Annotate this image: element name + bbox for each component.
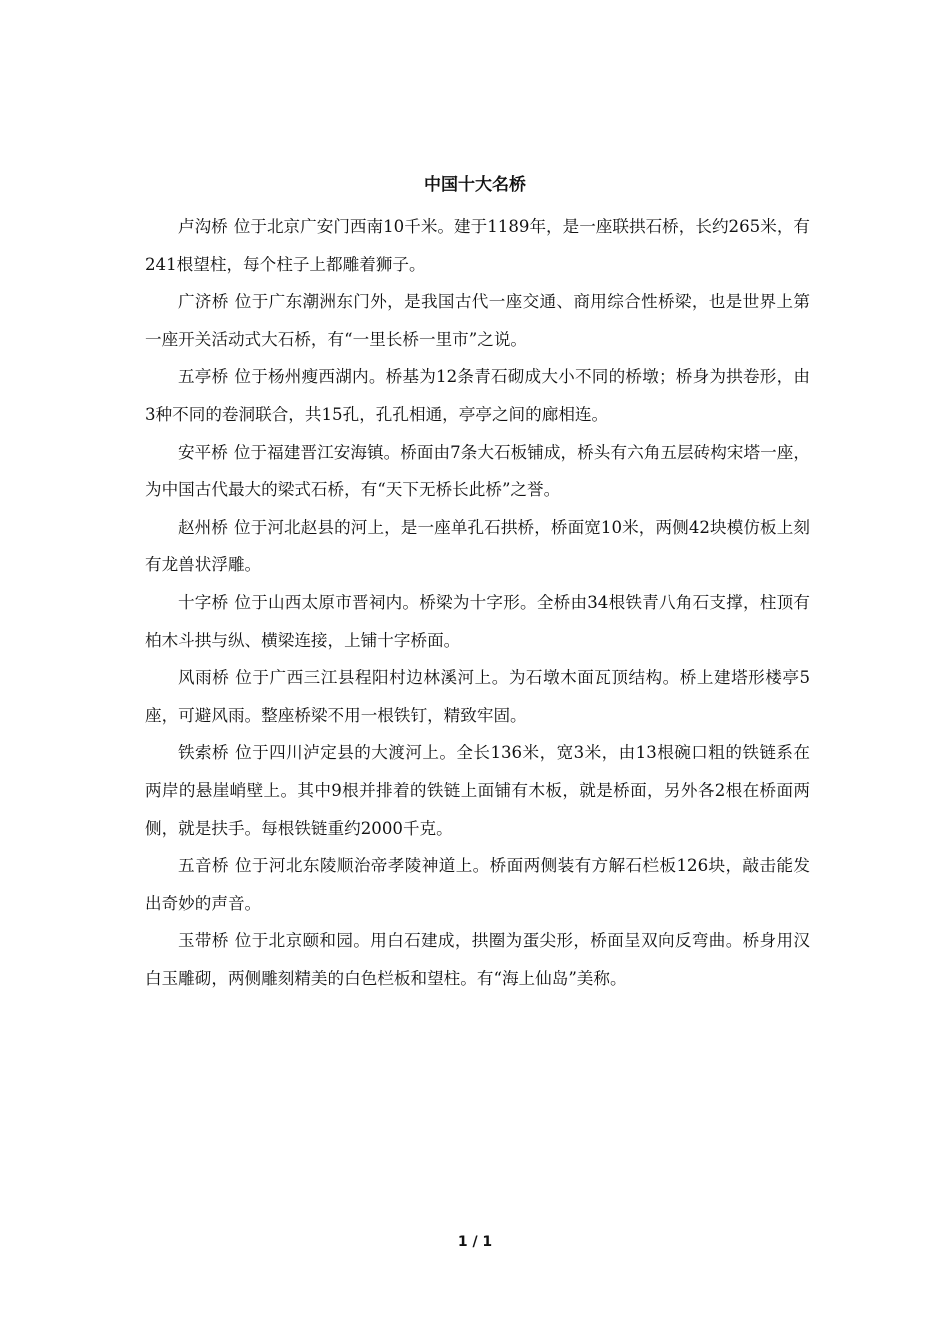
bridge-paragraph xyxy=(145,847,810,922)
bridge-paragraph xyxy=(145,283,810,358)
bridge-description: 位于福建晋江安海镇。桥面由7条大石板铺成，桥头有六角五层砖构宋塔一座，为中国古代最大的梁式石桥，有“天下无桥长此桥”之誉。 xyxy=(145,442,810,500)
bridge-name: 五音桥 xyxy=(178,856,229,876)
page-number: 1 / 1 xyxy=(457,1234,493,1250)
bridge-description: 位于杨州瘦西湖内。桥基为12条青石砌成大小不同的桥墩；桥身为拱卷形，由3种不同的卷洞联合，共15孔，孔孔相通，亭亭之间的廊相连。 xyxy=(145,367,810,424)
bridge-name: 五亭桥 xyxy=(178,367,229,387)
bridge-description: 位于河北赵县的河上，是一座单孔石拱桥，桥面宽10米，两侧42块模仿板上刻有龙兽状浮雕。 xyxy=(145,517,810,575)
document-title: 中国十大名桥 xyxy=(424,175,526,195)
bridge-description: 位于广东潮洲东门外，是我国古代一座交通、商用综合性桥梁，也是世界上第一座开关活动式大石桥，有“一里长桥一里市”之说。 xyxy=(145,292,811,349)
bridge-paragraph xyxy=(145,659,810,734)
bridge-paragraph xyxy=(145,358,810,433)
bridge-description: 位于广西三江县程阳村边林溪河上。为石墩木面瓦顶结构。桥上建塔形楼亭5座，可避风雨。整座桥梁不用一根铁钉，精致牢固。 xyxy=(145,668,811,725)
document-body xyxy=(145,208,810,997)
bridge-description: 位于北京广安门西南10千米。建于1189年，是一座联拱石桥，长约265米，有241根望柱，每个柱子上都雕着狮子。 xyxy=(145,217,811,274)
bridge-paragraph xyxy=(145,208,810,283)
bridge-description: 位于山西太原市晋祠内。桥梁为十字形。全桥由34根铁青八角石支撑，柱顶有柏木斗拱与纵、横梁连接，上铺十字桥面。 xyxy=(145,592,810,650)
bridge-description: 位于四川泸定县的大渡河上。全长136米，宽3米，由13根碗口粗的铁链系在两岸的悬崖峭壁上。其中9根并排着的铁链上面铺有木板，就是桥面，另外各2根在桥面两侧，就是扶手。每根铁链重约2000千克。 xyxy=(145,743,811,838)
bridge-name: 赵州桥 xyxy=(178,517,229,537)
bridge-name: 卢沟桥 xyxy=(178,217,228,236)
bridge-description: 位于北京颐和园。用白石建成，拱圈为蛋尖形，桥面呈双向反弯曲。桥身用汉白玉雕砌，两侧雕刻精美的白色栏板和望柱。有“海上仙岛”美称。 xyxy=(145,931,811,988)
bridge-paragraph xyxy=(145,434,810,509)
bridge-name: 安平桥 xyxy=(178,442,228,462)
bridge-name: 风雨桥 xyxy=(178,668,230,688)
bridge-paragraph xyxy=(145,922,810,997)
bridge-paragraph xyxy=(145,509,810,584)
bridge-paragraph xyxy=(145,584,810,659)
bridge-name: 铁索桥 xyxy=(178,743,230,763)
bridge-name: 玉带桥 xyxy=(178,931,229,951)
bridge-name: 广济桥 xyxy=(178,292,229,312)
bridge-name: 十字桥 xyxy=(178,592,229,612)
bridge-paragraph xyxy=(145,734,810,847)
bridge-description: 位于河北东陵顺治帝孝陵神道上。桥面两侧装有方解石栏板126块，敲击能发出奇妙的声音。 xyxy=(145,856,811,913)
